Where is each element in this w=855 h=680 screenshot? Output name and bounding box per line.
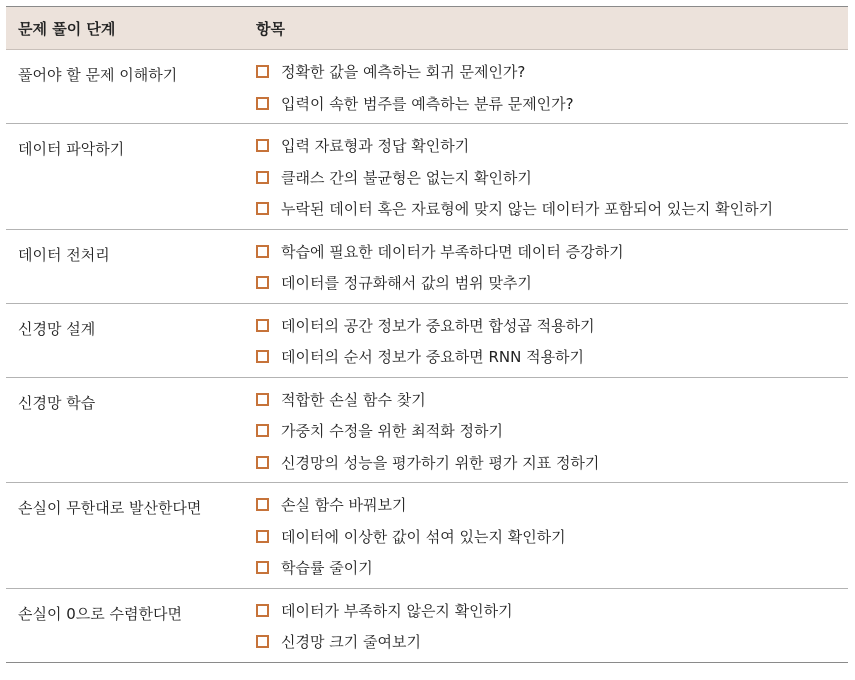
checkbox-icon[interactable] xyxy=(256,139,269,152)
header-step: 문제 풀이 단계 xyxy=(18,19,116,38)
checklist-item[interactable] xyxy=(256,415,599,447)
checklist-item[interactable] xyxy=(256,310,595,342)
checkbox-icon[interactable] xyxy=(256,171,269,184)
table-row xyxy=(6,50,848,124)
item-list xyxy=(244,50,574,123)
checklist-item[interactable] xyxy=(256,236,624,268)
checkbox-icon[interactable] xyxy=(256,424,269,437)
checklist-item[interactable] xyxy=(256,626,513,658)
item-list xyxy=(244,304,595,377)
checklist-item[interactable] xyxy=(256,552,566,584)
table-row xyxy=(6,304,848,378)
checkbox-icon[interactable] xyxy=(256,65,269,78)
checkbox-icon[interactable] xyxy=(256,202,269,215)
item-label: 클래스 간의 불균형은 없는지 확인하기 xyxy=(281,168,532,187)
step-label: 신경망 설계 xyxy=(18,319,96,338)
checklist-item[interactable] xyxy=(256,130,773,162)
checklist-item[interactable] xyxy=(256,267,624,299)
item-list xyxy=(244,483,566,588)
item-label: 입력 자료형과 정답 확인하기 xyxy=(281,137,470,156)
step-label: 손실이 0으로 수렴한다면 xyxy=(18,604,182,623)
item-label: 신경망 크기 줄여보기 xyxy=(281,633,421,652)
table-row xyxy=(6,230,848,304)
header-items: 항목 xyxy=(256,19,285,38)
checkbox-icon[interactable] xyxy=(256,561,269,574)
item-label: 데이터를 정규화해서 값의 범위 맞추기 xyxy=(281,274,532,293)
item-label: 적합한 손실 함수 찾기 xyxy=(281,390,426,409)
item-label: 누락된 데이터 혹은 자료형에 맞지 않는 데이터가 포함되어 있는지 확인하기 xyxy=(281,200,774,219)
checklist-item[interactable] xyxy=(256,447,599,479)
table-row xyxy=(6,124,848,230)
step-label: 데이터 전처리 xyxy=(18,245,110,264)
checkbox-icon[interactable] xyxy=(256,245,269,258)
checklist-item[interactable] xyxy=(256,489,566,521)
item-list xyxy=(244,230,624,303)
item-label: 손실 함수 바꿔보기 xyxy=(281,496,407,515)
checkbox-icon[interactable] xyxy=(256,393,269,406)
checklist-item[interactable] xyxy=(256,193,773,225)
checkbox-icon[interactable] xyxy=(256,97,269,110)
item-list xyxy=(244,589,513,662)
checkbox-icon[interactable] xyxy=(256,319,269,332)
item-label: 데이터가 부족하지 않은지 확인하기 xyxy=(281,601,513,620)
checkbox-icon[interactable] xyxy=(256,498,269,511)
table-row xyxy=(6,483,848,589)
table-row xyxy=(6,378,848,484)
item-label: 학습률 줄이기 xyxy=(281,559,373,578)
step-label: 데이터 파악하기 xyxy=(18,140,125,158)
checkbox-icon[interactable] xyxy=(256,530,269,543)
item-label: 데이터의 공간 정보가 중요하면 합성곱 적용하기 xyxy=(281,316,595,335)
step-label: 신경망 학습 xyxy=(18,393,96,412)
step-label: 풀어야 할 문제 이해하기 xyxy=(18,66,178,84)
item-label: 입력이 속한 범주를 예측하는 분류 문제인가? xyxy=(281,94,574,113)
checkbox-icon[interactable] xyxy=(256,456,269,469)
checklist-item[interactable] xyxy=(256,521,566,553)
item-label: 학습에 필요한 데이터가 부족하다면 데이터 증강하기 xyxy=(281,242,624,261)
item-label: 데이터에 이상한 값이 섞여 있는지 확인하기 xyxy=(281,527,566,546)
item-list xyxy=(244,378,599,483)
table-row xyxy=(6,589,848,663)
item-list xyxy=(244,124,773,229)
checklist-table xyxy=(6,6,848,663)
checklist-item[interactable] xyxy=(256,162,773,194)
checkbox-icon[interactable] xyxy=(256,276,269,289)
item-label: 데이터의 순서 정보가 중요하면 RNN 적용하기 xyxy=(281,348,585,367)
item-label: 정확한 값을 예측하는 회귀 문제인가? xyxy=(281,63,526,82)
checklist-item[interactable] xyxy=(256,88,574,120)
checklist-item[interactable] xyxy=(256,384,599,416)
checklist-item[interactable] xyxy=(256,341,595,373)
checkbox-icon[interactable] xyxy=(256,604,269,617)
checkbox-icon[interactable] xyxy=(256,635,269,648)
item-label: 가중치 수정을 위한 최적화 정하기 xyxy=(281,422,503,441)
checklist-item[interactable] xyxy=(256,56,574,88)
table-header xyxy=(6,7,848,50)
checkbox-icon[interactable] xyxy=(256,350,269,363)
step-label: 손실이 무한대로 발산한다면 xyxy=(18,499,202,517)
item-label: 신경망의 성능을 평가하기 위한 평가 지표 정하기 xyxy=(281,453,600,472)
checklist-item[interactable] xyxy=(256,595,513,627)
